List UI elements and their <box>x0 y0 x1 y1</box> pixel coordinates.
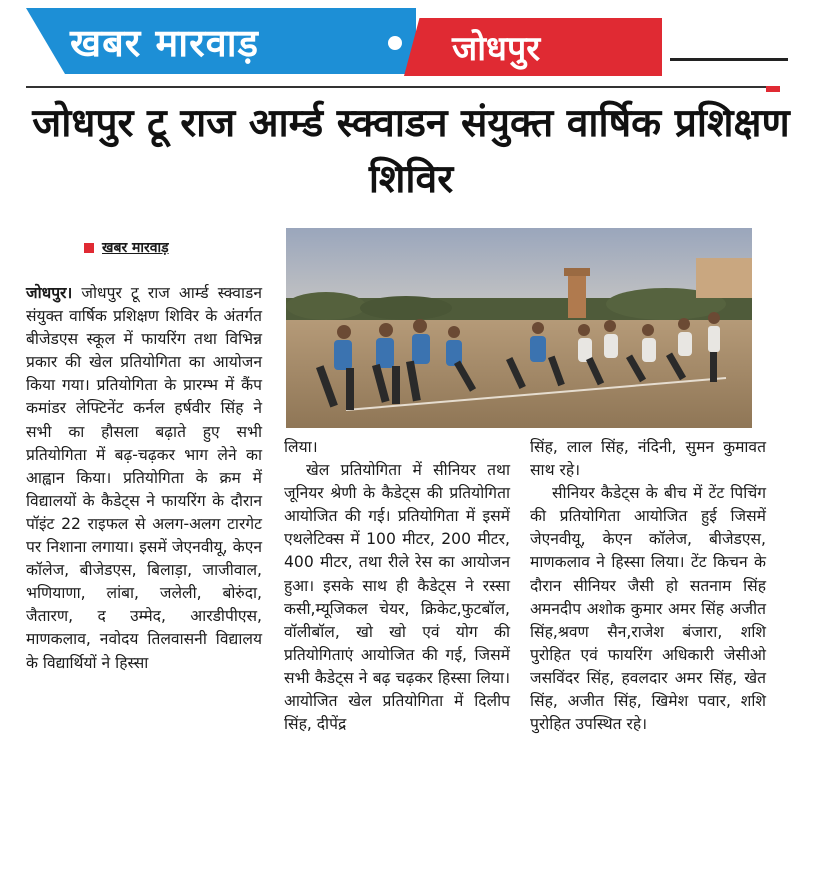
article-column-2 <box>284 436 510 736</box>
masthead-divider <box>670 58 788 61</box>
article-photo <box>286 228 752 428</box>
article-paragraph <box>26 282 262 675</box>
article-paragraph: सीनियर कैडेट्स के बीच में टेंट पिचिंग की प्रतियोगिता आयोजित हुई जिसमें जेएनवीयू, केएन कॉलेज, बीजेडएस, माणकलाव ने हिस्सा लिया। टेंट किचन के दौरान सीनियर जैसी हो सतनाम सिंह अमनदीप अशोक कुमार अमर सिंह अजीत सिंह,श्रवण सैन,राजेश बंजारा, शशि पुरोहित एवं फायरिंग अधिकारी जेसीओ जसविंदर सिंह, हवलदार अमर सिंह, खेत सिंह, अजीत सिंह, खिमेश पवार, शशि पुरोहित उपस्थित रहे। <box>530 484 766 734</box>
article-paragraph: लिया। <box>284 438 318 456</box>
masthead-title: खबर मारवाड़ <box>70 21 259 65</box>
dateline: जोधपुर। <box>26 284 73 302</box>
byline <box>84 238 169 257</box>
headline-rule <box>26 86 766 88</box>
dot-icon <box>388 36 402 50</box>
flag-icon <box>766 86 780 92</box>
article-paragraph: खेल प्रतियोगिता में सीनियर तथा जूनियर श्रेणी के कैडेट्स की प्रतियोगिता आयोजित की गई। प्रतियोगिता में इसमें एथलेटिक्स में 100 मीटर, 200 मीटर, 400 मीटर, तथा रीले रेस का आयोजन हुआ। इसके साथ ही कैडेट्स ने रस्सा कसी,म्यूजिकल चेयर, क्रिकेट,फुटबॉल, वॉलीबॉल, खो खो एवं योग की प्रतियोगिताएं आयोजित की गई, जिसमें सभी कैडेट्स ने बढ़ चढ़कर हिस्सा लिया। आयोजित खेल प्रतियोगिता में दिलीप सिंह, दीपेंद्र <box>284 461 510 734</box>
paragraph-text: जोधपुर टू राज आर्म्ड स्क्वाडन संयुक्त वार्षिक प्रशिक्षण शिविर के अंतर्गत बीजेडएस स्कूल में फायरिंग तथा विभिन्न प्रकार की खेल प्रतियोगिता का आयोजन किया गया। प्रतियोगिता के प्रारम्भ में कैंप कमांडर लेफ्टिनेंट कर्नल हर्षवीर सिंह ने सभी का हौसला बढ़ाते हुए सभी प्रतियोगिता में बढ़-चढ़कर भाग लेने का आह्वान किया। प्रतियोगिता के क्रम में विद्यालयों के कैडेट्स ने फायरिंग के दौरान पॉइंट 22 राइफल से अलग-अलग टारगेट पर निशाना लगाया। इसमें जेएनवीयू, केएन कॉलेज, बीजेडएस, बिलाड़ा, जाजीवाल, भणियाणा, लांबा, जलेली, बोरुंदा, जैतारण, द उम्मेद, आरडीपीएस, माणकलाव, नवोदय तिलवासनी विद्यालय के विद्यार्थियों ने हिस्सा <box>26 284 262 672</box>
masthead-city: जोधपुर <box>452 29 541 69</box>
article-paragraph: सिंह, लाल सिंह, नंदिनी, सुमन कुमावत साथ रहे। <box>530 438 766 480</box>
byline-text: खबर मारवाड़ <box>102 240 169 256</box>
square-bullet-icon <box>84 243 94 253</box>
article-column-1 <box>26 282 262 675</box>
article-headline: जोधपुर टू राज आर्म्ड स्क्वाडन संयुक्त वार्षिक प्रशिक्षण शिविर <box>32 101 790 202</box>
article-column-3 <box>530 436 766 736</box>
